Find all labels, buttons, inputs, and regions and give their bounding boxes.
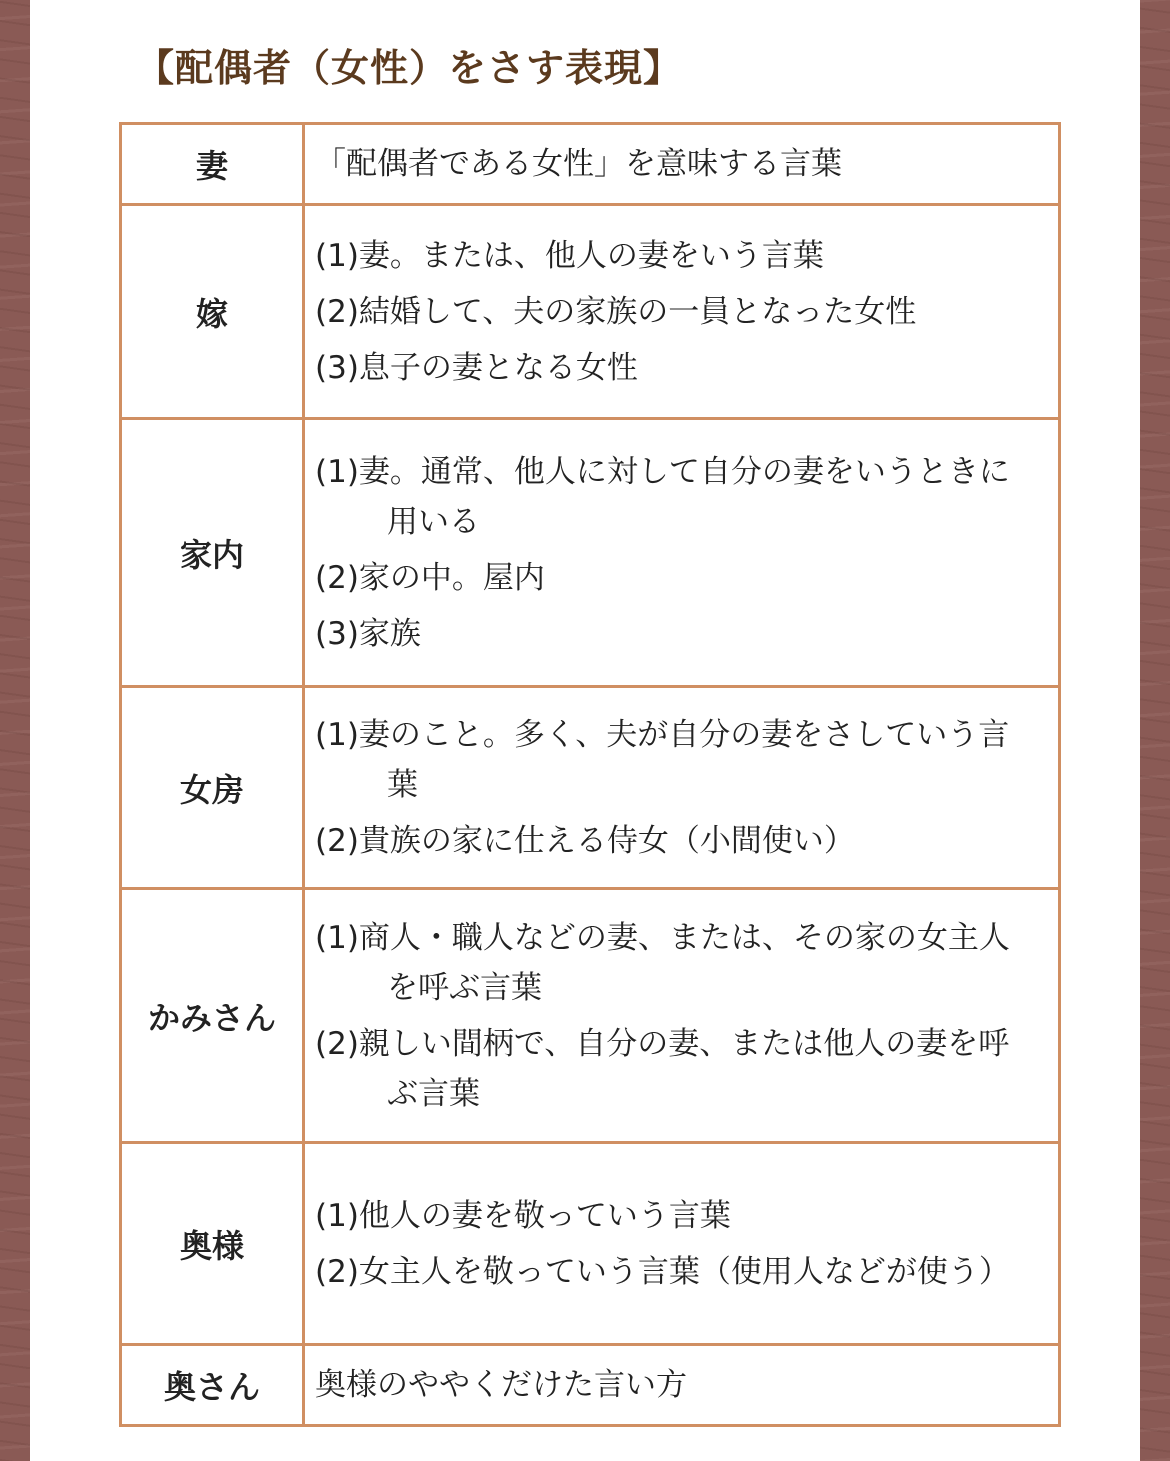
definition-cell xyxy=(304,1345,1060,1426)
definition-sense: (2)女主人を敬っていう言葉（使用人などが使う） xyxy=(315,1253,1010,1290)
wood-background-left xyxy=(0,0,30,1461)
table-row xyxy=(121,1345,1060,1426)
definition-cell xyxy=(304,205,1060,419)
article-content xyxy=(30,0,1140,1461)
definition-sense: (1)妻。通常、他人に対して自分の妻をいうときに用いる xyxy=(315,453,1010,540)
section-heading: 【配偶者（女性）をさす表現】 xyxy=(136,46,683,90)
table-row xyxy=(121,889,1060,1143)
definition-sense: (2)貴族の家に仕える侍女（小間使い） xyxy=(315,822,855,859)
wood-background-right xyxy=(1140,0,1170,1461)
term-cell: 奥さん xyxy=(121,1345,304,1426)
definition-sense: (1)妻。または、他人の妻をいう言葉 xyxy=(315,237,824,274)
definition-sense: (2)親しい間柄で、自分の妻、または他人の妻を呼ぶ言葉 xyxy=(315,1025,1010,1112)
spouse-terms-table xyxy=(119,122,1061,1427)
definition-cell xyxy=(304,687,1060,889)
definition-cell xyxy=(304,419,1060,687)
definition-text: 奥様のややくだけた言い方 xyxy=(315,1367,687,1403)
table-row xyxy=(121,687,1060,889)
term-cell: 嫁 xyxy=(121,205,304,419)
table-row xyxy=(121,1143,1060,1345)
definition-text: 「配偶者である女性」を意味する言葉 xyxy=(315,146,842,182)
term-cell: 妻 xyxy=(121,124,304,205)
definition-sense: (3)息子の妻となる女性 xyxy=(315,349,638,386)
table-row xyxy=(121,124,1060,205)
definition-sense: (1)商人・職人などの妻、または、その家の女主人を呼ぶ言葉 xyxy=(315,919,1010,1006)
definition-sense: (2)結婚して、夫の家族の一員となった女性 xyxy=(315,293,917,330)
definition-cell xyxy=(304,124,1060,205)
definition-sense: (1)妻のこと。多く、夫が自分の妻をさしていう言葉 xyxy=(315,716,1010,803)
definition-sense: (1)他人の妻を敬っていう言葉 xyxy=(315,1197,731,1234)
definition-cell xyxy=(304,1143,1060,1345)
table-row xyxy=(121,419,1060,687)
definition-cell xyxy=(304,889,1060,1143)
table-row xyxy=(121,205,1060,419)
term-cell: 女房 xyxy=(121,687,304,889)
term-cell: 家内 xyxy=(121,419,304,687)
term-cell: 奥様 xyxy=(121,1143,304,1345)
definition-sense: (3)家族 xyxy=(315,615,421,652)
definition-sense: (2)家の中。屋内 xyxy=(315,559,545,596)
term-cell: かみさん xyxy=(121,889,304,1143)
